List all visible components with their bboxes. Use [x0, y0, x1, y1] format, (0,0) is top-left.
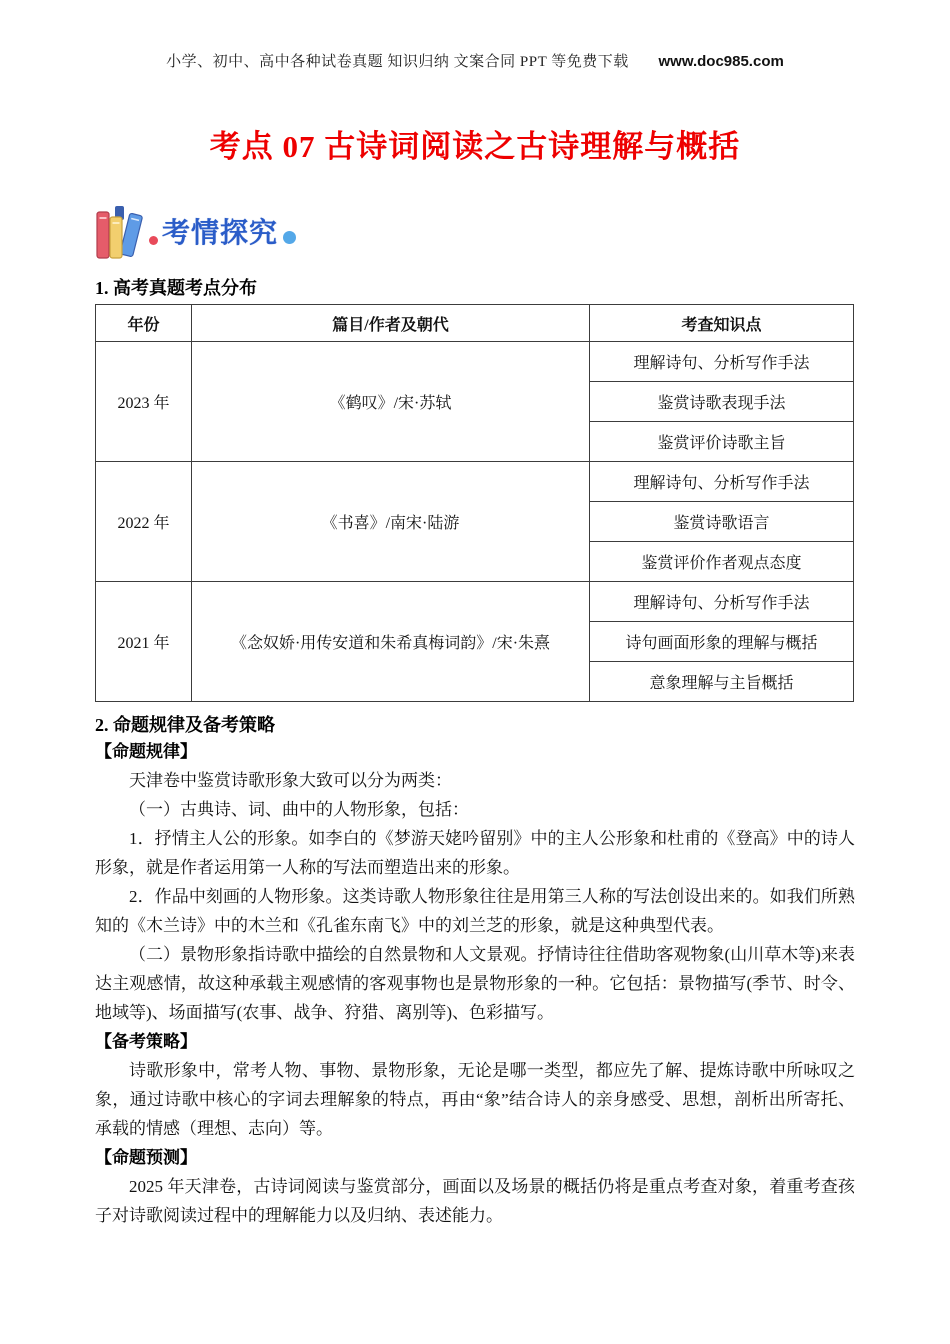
- subhead-beikao-celve: 【备考策略】: [95, 1032, 197, 1051]
- table-row: [96, 342, 854, 382]
- subhead-mingti-guilv: 【命题规律】: [95, 742, 197, 761]
- cell-work-2023: 《鹤叹》/宋·苏轼: [192, 342, 590, 462]
- paragraph: 2．作品中刻画的人物形象。这类诗歌人物形象往往是用第三人称的写法创设出来的。如我们所熟知的《木兰诗》中的木兰和《孔雀东南飞》中的刘兰芝的形象，就是这种典型代表。: [95, 887, 855, 935]
- table-header-row: [96, 305, 854, 342]
- cell-point: 鉴赏评价作者观点态度: [590, 542, 854, 582]
- cell-work-2021: 《念奴娇·用传安道和朱希真梅词韵》/宋·朱熹: [192, 582, 590, 702]
- paragraph: 诗歌形象中，常考人物、事物、景物形象，无论是哪一类型，都应先了解、提炼诗歌中所咏叹之象，通过诗歌中核心的字词去理解象的特点，再由“象”结合诗人的亲身感受、思想，剖析出所寄托、承载的情感（理想、志向）等。: [95, 1061, 855, 1138]
- section2-heading: 2. 命题规律及备考策略: [95, 715, 275, 735]
- site-header: [95, 50, 855, 71]
- cell-point: 意象理解与主旨概括: [590, 662, 854, 702]
- exam-insight-badge: [95, 202, 855, 260]
- cell-year-2022: 2022 年: [96, 462, 192, 582]
- paragraph: 天津卷中鉴赏诗歌形象大致可以分为两类：: [129, 771, 452, 790]
- cell-work-2022: 《书喜》/南宋·陆游: [192, 462, 590, 582]
- cell-point: 鉴赏诗歌语言: [590, 502, 854, 542]
- paragraph: 1．抒情主人公的形象。如李白的《梦游天姥吟留别》中的主人公形象和杜甫的《登高》中的诗人形象，就是作者运用第一人称的写法而塑造出来的形象。: [95, 829, 855, 877]
- cell-year-2023: 2023 年: [96, 342, 192, 462]
- cell-point: 理解诗句、分析写作手法: [590, 582, 854, 622]
- paragraph: （二）景物形象指诗歌中描绘的自然景物和人文景观。抒情诗往往借助客观物象(山川草木等)来表达主观感情，故这种承载主观感情的客观事物也是景物形象的一种。它包括：景物描写(季节、时令、地域等)、场面描写(农事、战争、狩猎、离别等)、色彩描写。: [95, 945, 855, 1022]
- cell-point: 鉴赏诗歌表现手法: [590, 382, 854, 422]
- col-header-points: 考查知识点: [590, 305, 854, 342]
- blue-dot-icon: [283, 231, 296, 244]
- table-row: [96, 462, 854, 502]
- col-header-work: 篇目/作者及朝代: [192, 305, 590, 342]
- red-dot-icon: [149, 236, 158, 245]
- site-header-text: 小学、初中、高中各种试卷真题 知识归纳 文案合同 PPT 等免费下载: [166, 54, 629, 70]
- col-header-year: 年份: [96, 305, 192, 342]
- site-url-link[interactable]: www.doc985.com: [658, 53, 784, 70]
- books-icon: [95, 202, 147, 260]
- page-title: 考点 07 古诗词阅读之古诗理解与概括: [209, 129, 741, 164]
- cell-point: 理解诗句、分析写作手法: [590, 462, 854, 502]
- cell-point: 诗句画面形象的理解与概括: [590, 622, 854, 662]
- paragraph: （一）古典诗、词、曲中的人物形象，包括：: [129, 800, 469, 819]
- cell-year-2021: 2021 年: [96, 582, 192, 702]
- section1-heading: 1. 高考真题考点分布: [95, 278, 257, 298]
- table-row: [96, 582, 854, 622]
- subhead-mingti-yuce: 【命题预测】: [95, 1148, 197, 1167]
- cell-point: 鉴赏评价诗歌主旨: [590, 422, 854, 462]
- badge-label: 考情探究: [162, 217, 279, 248]
- section2: [95, 711, 855, 1230]
- exam-points-table: [95, 304, 854, 702]
- cell-point: 理解诗句、分析写作手法: [590, 342, 854, 382]
- paragraph: 2025 年天津卷，古诗词阅读与鉴赏部分，画面以及场景的概括仍将是重点考查对象，着重考查孩子对诗歌阅读过程中的理解能力以及归纳、表述能力。: [95, 1177, 855, 1225]
